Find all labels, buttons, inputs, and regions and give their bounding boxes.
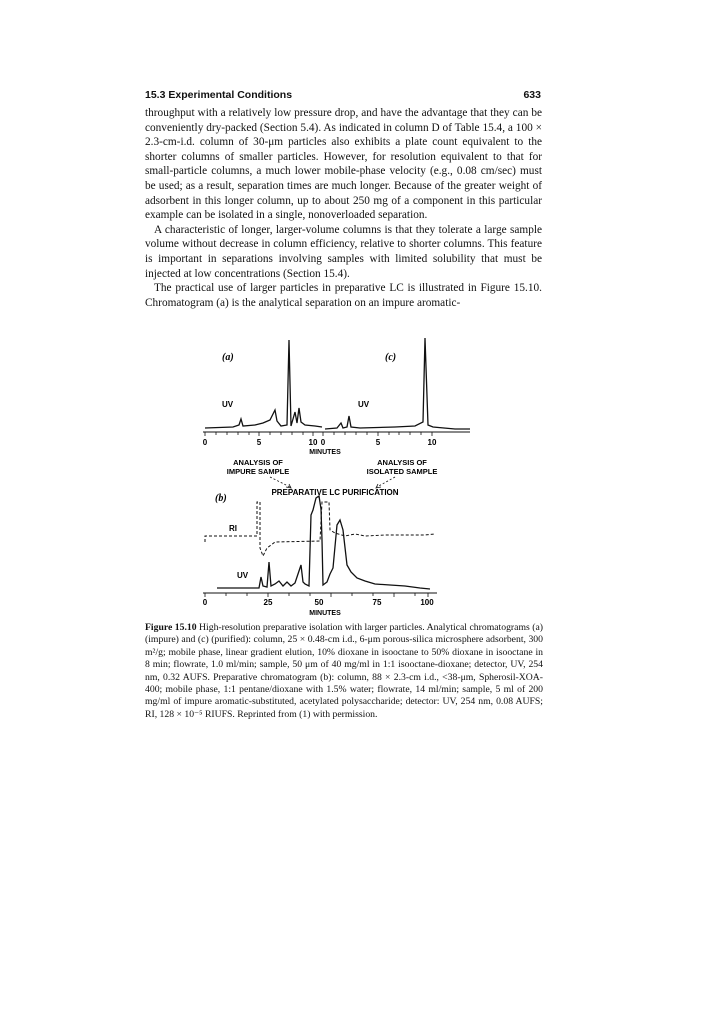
page-number: 633 xyxy=(523,89,541,101)
top-axis-ticks xyxy=(205,432,432,436)
tick-label: 0 xyxy=(320,438,326,447)
top-axis-title: MINUTES xyxy=(309,449,341,456)
panel-c-label: (c) xyxy=(385,352,397,363)
prep-title: PREPARATIVE LC PURIFICATION xyxy=(271,488,399,497)
tick-label: 10 xyxy=(308,438,318,447)
analysis-impure-label: IMPURE SAMPLE xyxy=(226,467,290,476)
arrow-line xyxy=(270,477,290,487)
analysis-impure-label: ANALYSIS OF xyxy=(233,458,283,467)
caption-label: Figure 15.10 xyxy=(145,622,197,633)
figure-15-10 xyxy=(195,330,485,620)
tick-label: 25 xyxy=(263,598,273,607)
chromatogram-trace-c xyxy=(325,338,470,429)
uv-trace-b xyxy=(217,496,430,589)
section-title: 15.3 Experimental Conditions xyxy=(145,89,293,101)
analysis-isolated-label: ANALYSIS OF xyxy=(377,458,427,467)
running-header xyxy=(145,89,541,103)
tick-label: 50 xyxy=(314,598,324,607)
paragraph: A characteristic of longer, larger-volume columns is that they tolerate a large sample volume without decrease in column efficiency, relative to shorter columns. This feature is important in separations involving samples with limited solubility that must be injected at low concentrations (Section 15.4). xyxy=(145,223,542,280)
chromatogram-figure xyxy=(195,330,485,620)
tick-label: 5 xyxy=(256,438,262,447)
bottom-axis-title: MINUTES xyxy=(309,610,341,617)
figure-caption xyxy=(145,622,543,721)
tick-label: 0 xyxy=(202,598,208,607)
panel-b-label: (b) xyxy=(215,493,227,504)
uv-label-b: UV xyxy=(237,571,249,580)
tick-label: 100 xyxy=(420,598,434,607)
tick-label: 10 xyxy=(427,438,437,447)
ri-trace xyxy=(205,502,435,556)
uv-label-c: UV xyxy=(358,400,370,409)
body-text xyxy=(145,106,542,310)
tick-label: 0 xyxy=(202,438,208,447)
tick-label: 75 xyxy=(372,598,382,607)
panel-a-label: (a) xyxy=(222,352,234,363)
analysis-isolated-label: ISOLATED SAMPLE xyxy=(366,467,438,476)
arrow-line xyxy=(377,477,395,487)
paragraph: The practical use of larger particles in preparative LC is illustrated in Figure 15.10. Chromatogram (a) is the analytical separation on an impure aromatic- xyxy=(145,282,542,309)
paragraph: throughput with a relatively low pressure drop, and have the advantage that they can be conveniently dry-packed (Section 5.4). As indicated in column D of Table 15.4, a 100 × 2.3-cm-i.d. column of 30-μm particles also exhibits a plate count equivalent to the shorter columns of smaller particles. However, for resolution equivalent to that for small-particle columns, a much lower mobile-phase velocity (e.g., 0.08 cm/sec) must be used; as a result, separation times are much longer. Because of the greater weight of adsorbent in this longer column, up to about 250 mg of a component in this particular example can be isolated in a single, nonoverloaded separation. xyxy=(145,107,542,222)
bottom-axis-ticks xyxy=(205,593,428,597)
uv-label-a: UV xyxy=(222,400,234,409)
ri-label: RI xyxy=(229,524,237,533)
caption-text: High-resolution preparative isolation with larger particles. Analytical chromatograms (a) (impure) and (c) (purified): column, 25 × 0.48-cm i.d., 6-μm porous-silica microsphere adsorbent, 300 m²/g; mobile phase, linear gradient elution, 10% dioxane in isooctane to 50% dioxane in isooctane in 8 min; flowrate, 1.0 ml/min; sample, 50 μm of 40 mg/ml in 1:1 isooctane-dioxane; detector, UV, 254 nm, 0.32 AUFS. Preparative chromatogram (b): column, 88 × 2.3-cm i.d., <38-μm, Spherosil-XOA-400; mobile phase, 1:1 pentane/dioxane with 1.5% water; flowrate, 14 ml/min; sample, 5 ml of 200 mg/ml of impure aromatic-substituted, acetylated polysaccharide; detector: UV, 254 nm, 0.08 AUFS; RI, 128 × 10⁻⁵ RIUFS. Reprinted from (1) with permission. xyxy=(145,622,543,720)
tick-label: 5 xyxy=(375,438,381,447)
